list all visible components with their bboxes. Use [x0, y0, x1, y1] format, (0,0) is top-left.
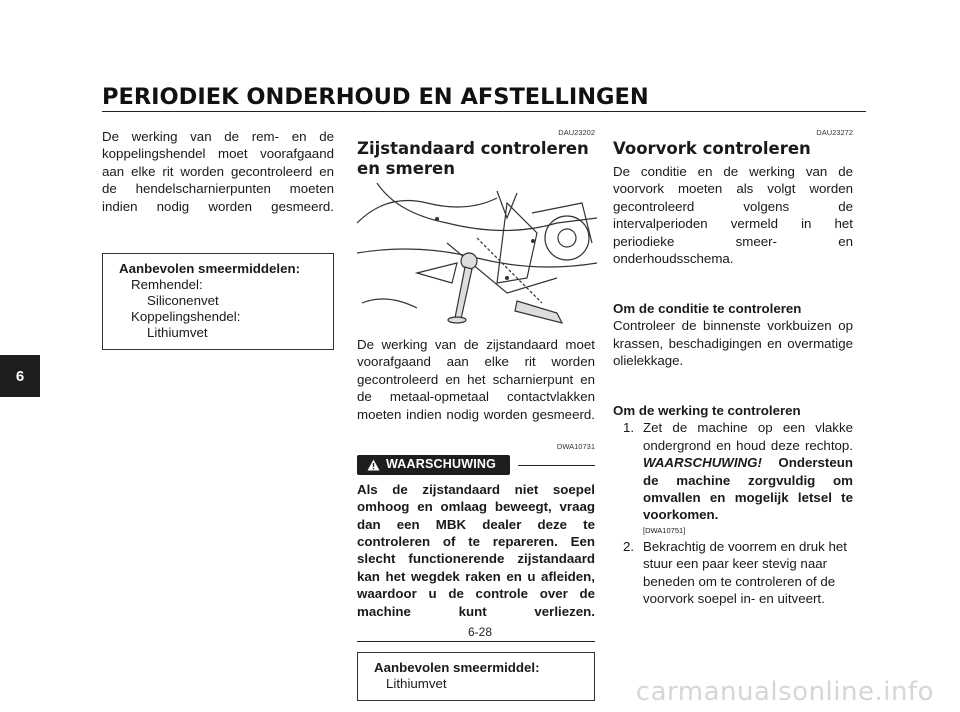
column-2	[357, 128, 595, 701]
warning-triangle-icon	[367, 459, 380, 471]
lubricant-item-label: Koppelingshendel:	[131, 309, 241, 325]
warning-rule	[518, 465, 595, 466]
step-1-text: Zet de machine op een vlakke ondergrond en houd deze rechtop.	[643, 420, 853, 453]
section-code: DAU23272	[816, 128, 853, 137]
sidestand-body-text: De werking van de zijstandaard moet voorafgaand aan elke rit worden gecontroleerd en het scharnierpunt en de metaal-opmetaal contactvlakken moeten indien nodig worden gesmeerd.	[357, 337, 595, 422]
warning-text: Als de zijstandaard niet soepel omhoog en omlaag beweegt, vraag dan een MBK dealer deze te controleren of te repareren. Een slecht functionerende zijstandaard kan het wegdek raken en u afleiden, waardoor u de controle over de machine kunt verliezen.	[357, 481, 595, 619]
sidestand-illustration	[357, 183, 597, 328]
step-1-warning-text: Ondersteun de machine zorgvuldig om omvallen en mogelijk letsel te voorkomen.	[643, 455, 853, 523]
page-header-title: PERIODIEK ONDERHOUD EN AFSTELLINGEN	[102, 84, 649, 110]
lubricant-box-levers	[102, 253, 334, 350]
warning-label: WAARSCHUWING	[386, 457, 497, 472]
section-code: DAU23202	[558, 128, 595, 137]
warning-header	[357, 455, 595, 474]
section-title-sidestand: Zijstandaard controleren en smeren	[357, 139, 589, 178]
warning-code: DWA10731	[556, 442, 595, 452]
column-1	[102, 128, 334, 350]
watermark: carmanualsonline.info	[635, 677, 934, 707]
condition-text: Controleer de binnenste vorkbuizen op krassen, beschadigingen en overmatige olielekkage.	[613, 318, 853, 369]
chapter-tab: 6	[0, 355, 40, 397]
lubricant-item-value: Lithiumvet	[386, 675, 447, 691]
subheading-condition: Om de conditie te controleren	[613, 300, 802, 316]
lever-intro-text: De werking van de rem- en de koppelingshendel moet voorafgaand aan elke rit worden gecontroleerd en de hendelscharnierpunten moeten indien nodig worden gesmeerd.	[102, 129, 334, 214]
warning-end-rule	[357, 641, 595, 642]
lubricant-box-title: Aanbevolen smeermiddelen:	[119, 261, 301, 277]
header-rule	[102, 111, 866, 112]
step-2	[613, 538, 853, 608]
page-number: 6-28	[467, 625, 493, 639]
lubricant-item-label: Remhendel:	[131, 277, 203, 293]
warning-badge	[357, 455, 510, 474]
fork-intro-text: De conditie en de werking van de voorvork moeten als volgt worden gecontroleerd volgens de intervalperioden vermeld in het periodieke smeer- en onderhoudsschema.	[613, 164, 853, 267]
step-2-text: Bekrachtig de voorrem en druk het stuur een paar keer stevig naar beneden om te controleren of de voorvork soepel in- en uitveert.	[643, 538, 847, 606]
section-title-front-fork: Voorvork controleren	[613, 139, 811, 158]
lubricant-item-value: Lithiumvet	[147, 325, 208, 341]
step-1-code: [DWA10751]	[643, 525, 686, 535]
lubricant-item-value: Siliconenvet	[147, 293, 219, 309]
step-number: 1.	[623, 420, 635, 436]
subheading-operation: Om de werking te controleren	[613, 402, 801, 418]
lubricant-box-title: Aanbevolen smeermiddel:	[374, 659, 540, 675]
step-1	[613, 419, 853, 537]
step-1-warning-label: WAARSCHUWING!	[643, 455, 762, 471]
step-number: 2.	[623, 538, 635, 554]
lubricant-box-sidestand	[357, 652, 595, 701]
column-3	[613, 128, 853, 607]
